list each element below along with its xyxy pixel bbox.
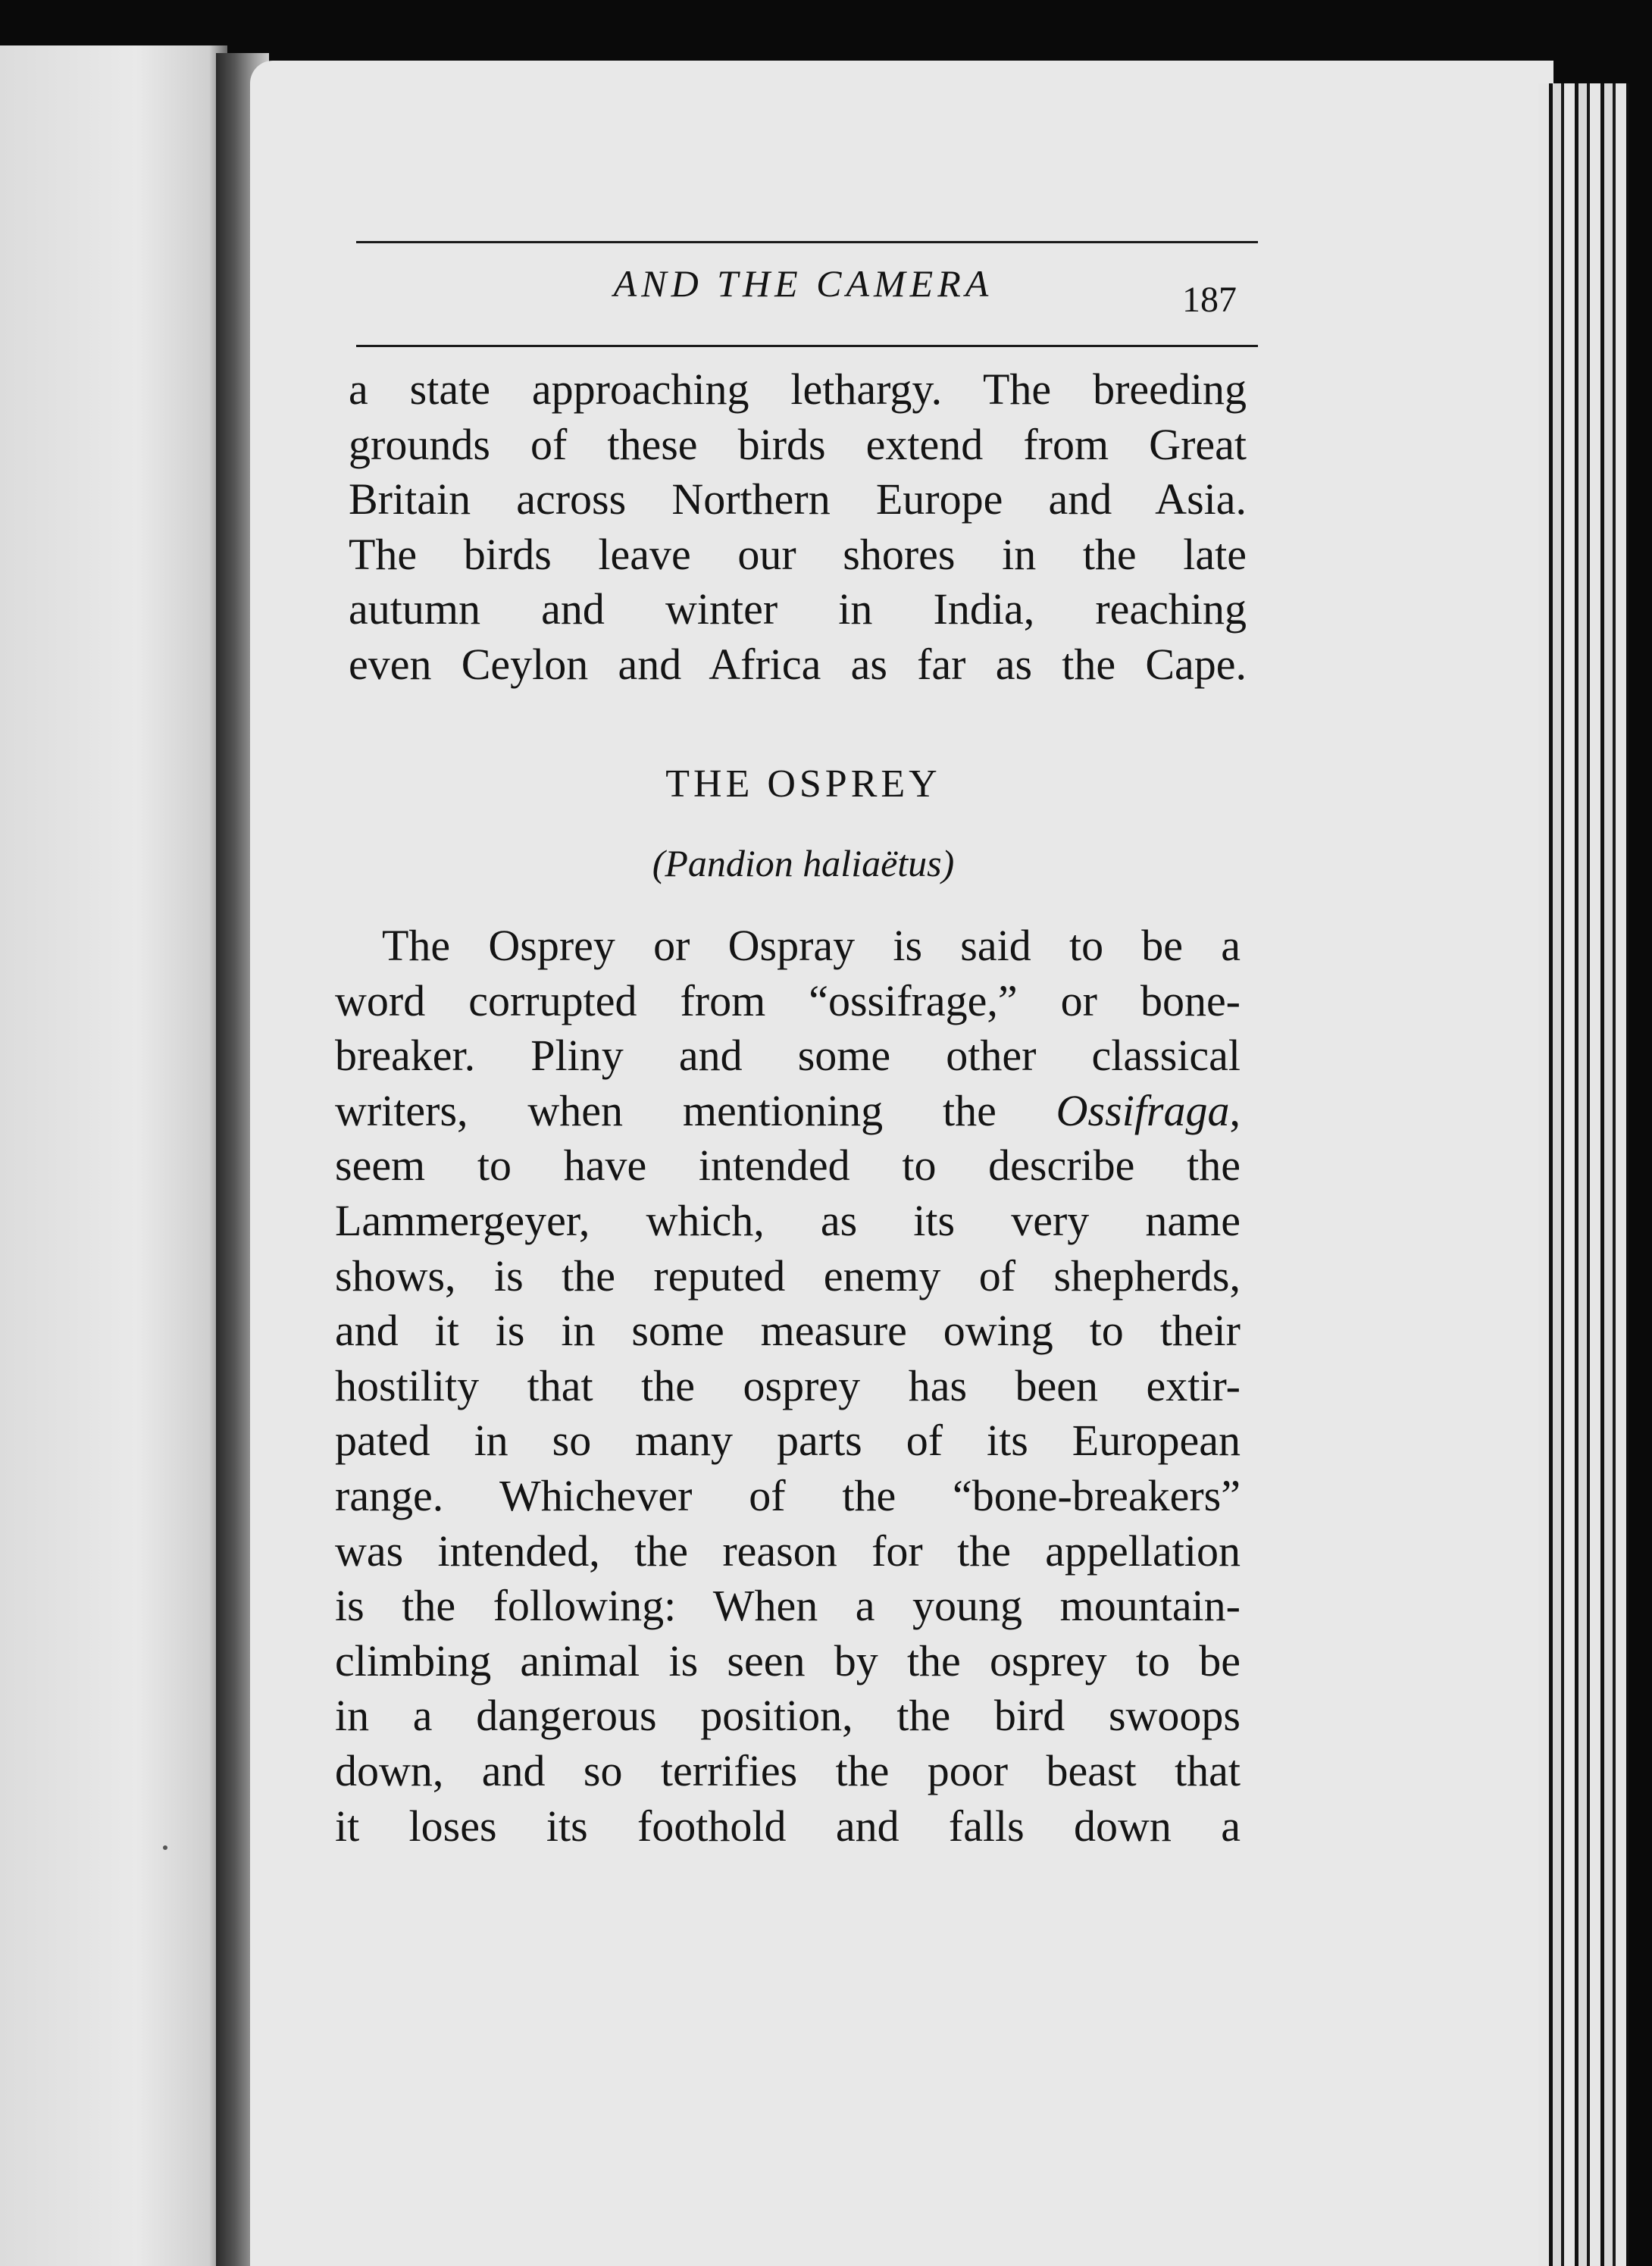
scan-speck bbox=[163, 1845, 167, 1850]
page-number: 187 bbox=[1182, 280, 1237, 320]
page-stack-shadow bbox=[1629, 76, 1652, 2266]
osprey-paragraph bbox=[335, 919, 1241, 1854]
text-line: writers, when mentioning the Ossifraga, bbox=[335, 1085, 1241, 1135]
text-line: breaker. Pliny and some other classical bbox=[335, 1031, 1241, 1081]
text-line: The Osprey or Ospray is said to be a bbox=[382, 921, 1241, 970]
text-line: seem to have intended to describe the bbox=[335, 1141, 1241, 1191]
text-line: a state approaching lethargy. The breeding bbox=[349, 365, 1247, 414]
text-line: down, and so terrifies the poor beast that bbox=[335, 1745, 1241, 1795]
running-head: AND THE CAMERA bbox=[613, 262, 993, 305]
text-line: is the following: When a young mountain- bbox=[335, 1581, 1241, 1631]
text-line: climbing animal is seen by the osprey to be bbox=[335, 1635, 1241, 1685]
header-rule-bottom bbox=[356, 345, 1258, 347]
text-line: The birds leave our shores in the late bbox=[349, 529, 1247, 579]
text-line: shows, is the reputed enemy of shepherds, bbox=[335, 1250, 1241, 1300]
text-line: word corrupted from “ossifrage,” or bone- bbox=[335, 975, 1241, 1025]
text-line: even Ceylon and Africa as far as the Cape. bbox=[349, 639, 1247, 689]
text-line: Lammergeyer, which, as its very name bbox=[335, 1195, 1241, 1245]
text-line: range. Whichever of the “bone-breakers” bbox=[335, 1470, 1241, 1520]
text-line: in a dangerous position, the bird swoops bbox=[335, 1691, 1241, 1741]
text-line: pated in so many parts of its European bbox=[335, 1416, 1241, 1466]
section-title: THE OSPREY bbox=[665, 762, 941, 806]
text-line: it loses its foothold and falls down a bbox=[335, 1801, 1241, 1851]
latin-name: (Pandion haliaëtus) bbox=[652, 842, 955, 884]
intro-paragraph bbox=[349, 362, 1247, 693]
text-line: and it is in some measure owing to their bbox=[335, 1306, 1241, 1356]
text-line: autumn and winter in India, reaching bbox=[349, 584, 1247, 634]
text-line: hostility that the osprey has been extir- bbox=[335, 1360, 1241, 1410]
text-line: was intended, the reason for the appellation bbox=[335, 1526, 1241, 1576]
header-rule-top bbox=[356, 241, 1258, 243]
text-line: Britain across Northern Europe and Asia. bbox=[349, 474, 1247, 524]
previous-page-edge bbox=[0, 45, 227, 2266]
text-line: grounds of these birds extend from Great bbox=[349, 419, 1247, 469]
italic-term: Ossifraga bbox=[1056, 1085, 1230, 1135]
